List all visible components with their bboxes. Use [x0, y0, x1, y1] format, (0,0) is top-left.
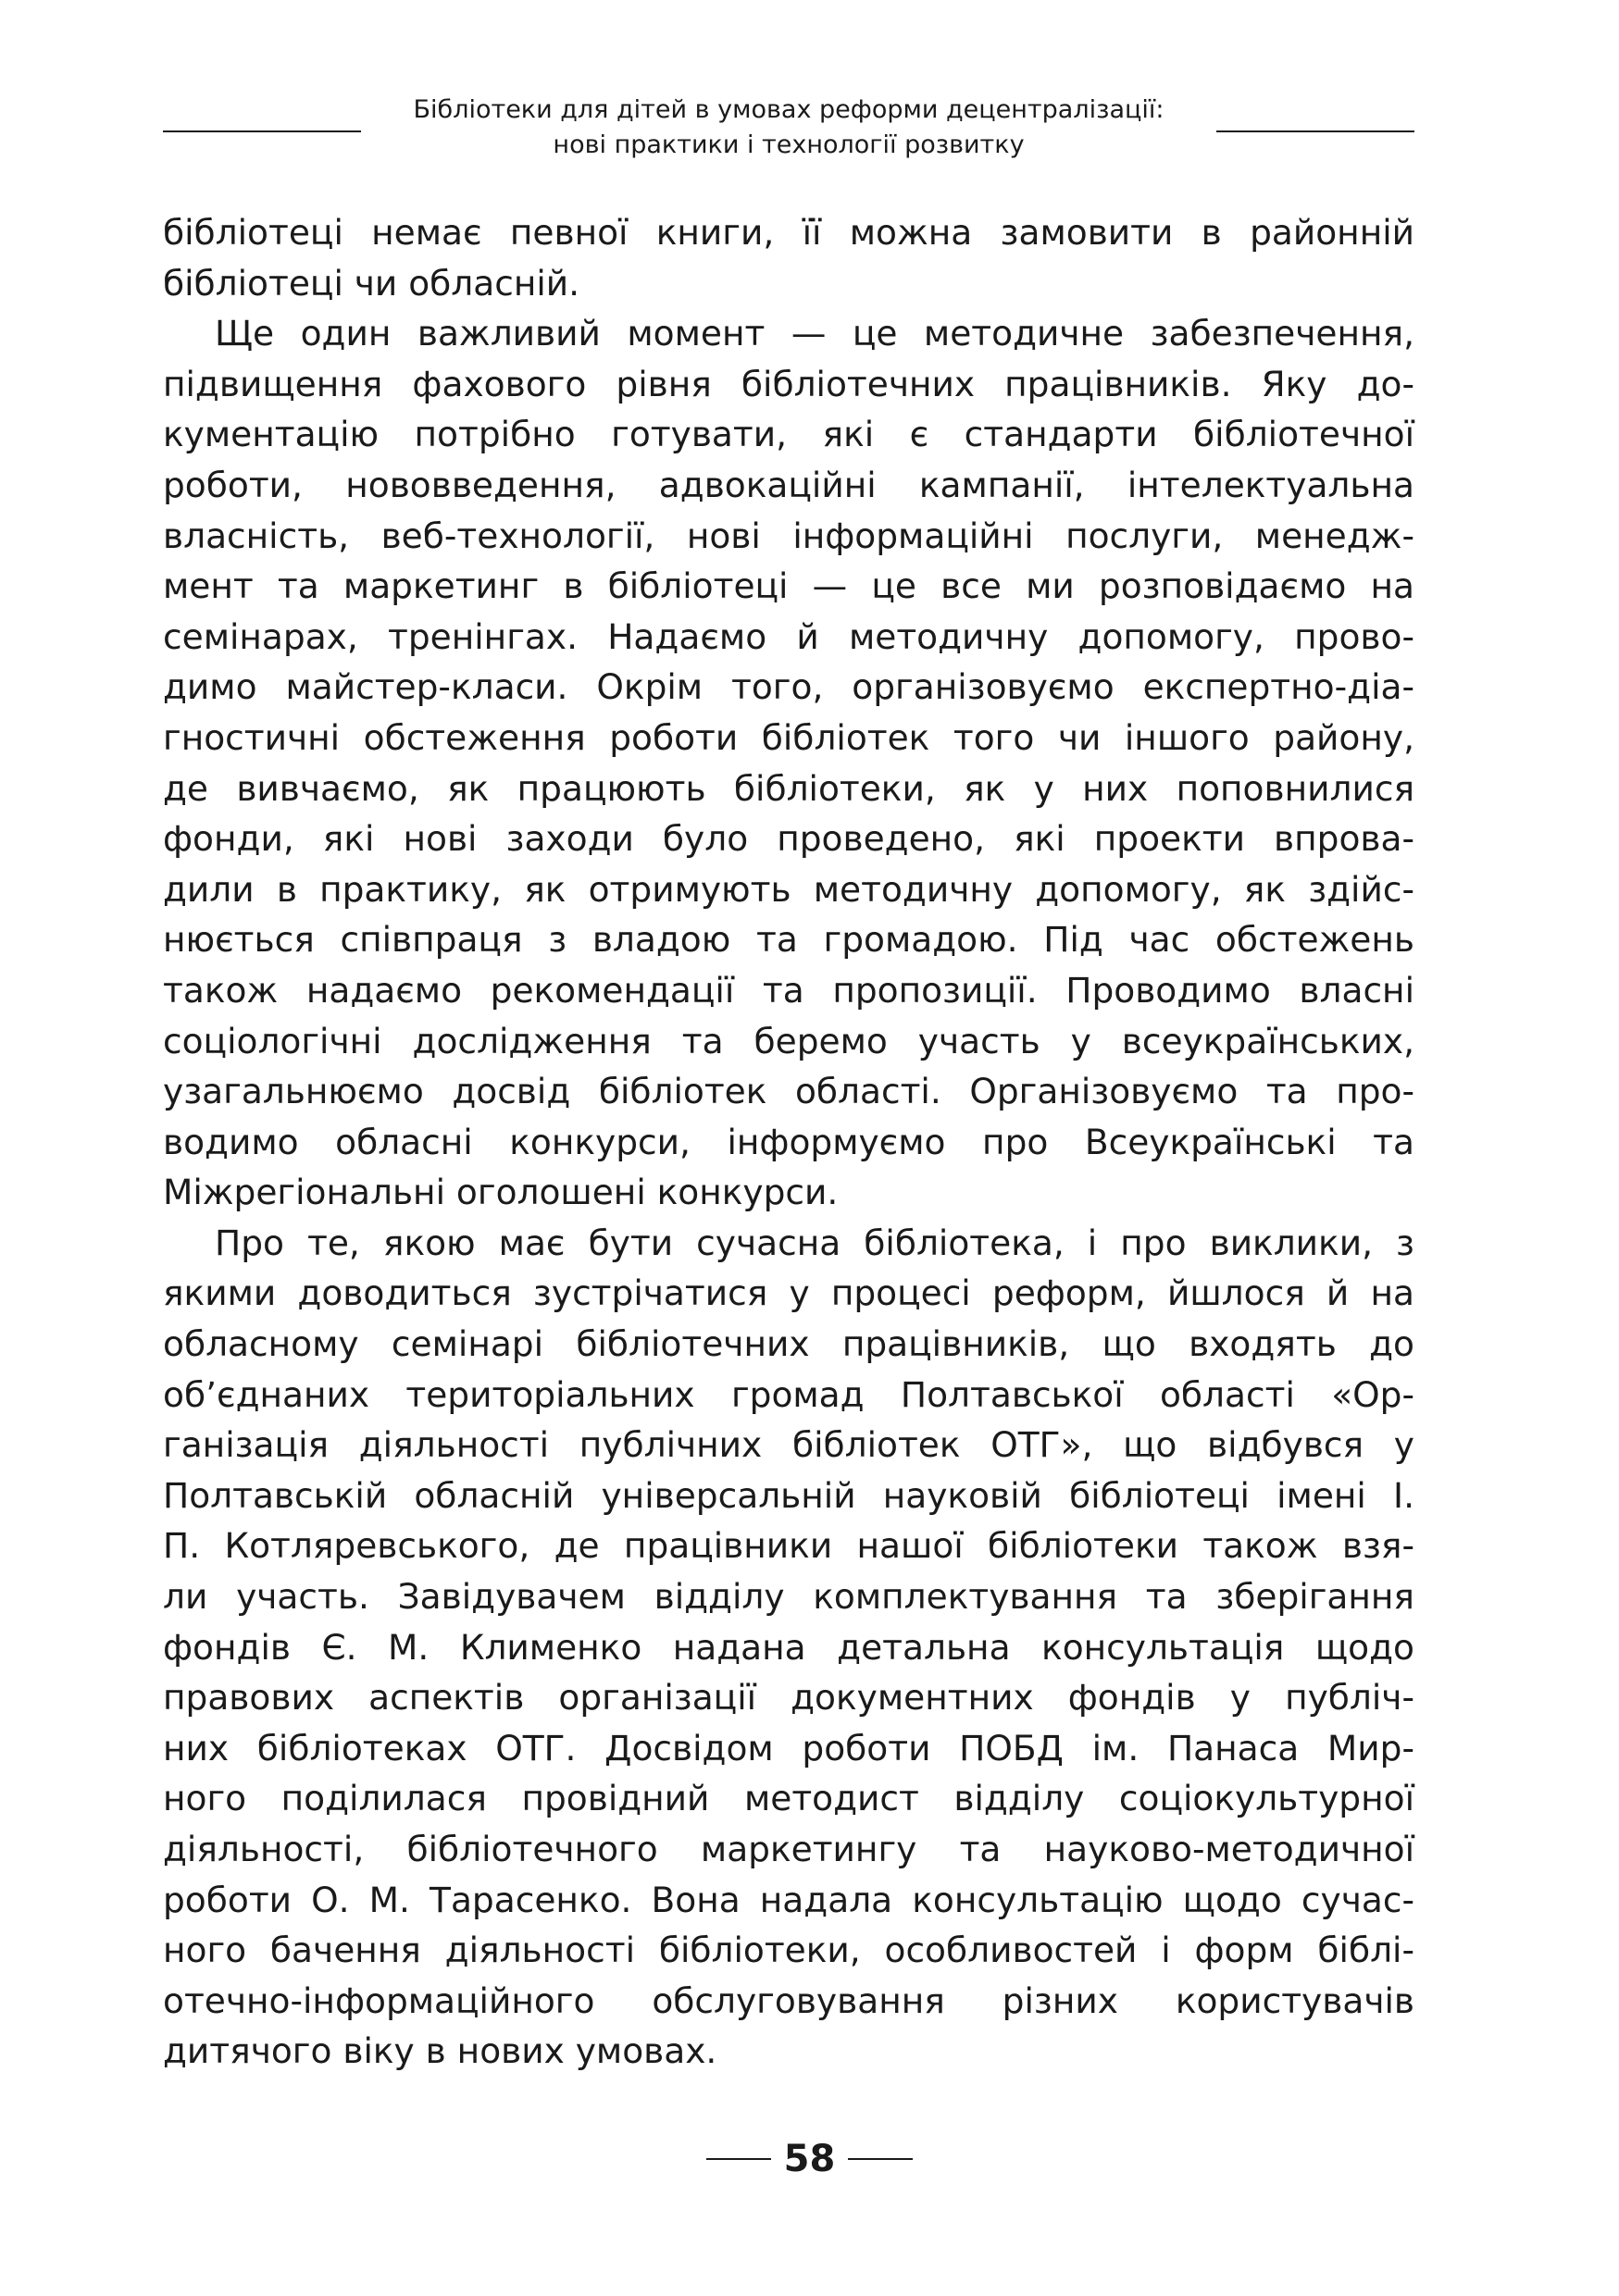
text-line: Ще один важливий момент — це методичне забезпечення,: [215, 313, 1414, 354]
text-line: правових аспектів організації документних фондів у публіч-: [163, 1677, 1414, 1719]
text-line: отечно-інформаційного обслуговування різних користувачів: [163, 1980, 1414, 2021]
text-line: також надаємо рекомендації та пропозиції. Проводимо власні: [163, 969, 1414, 1011]
text-line: дитячого віку в нових умовах.: [163, 2030, 717, 2072]
text-line: бібліотеці чи обласній.: [163, 262, 580, 304]
text-line: нюється співпраця з владою та громадою. Під час обстежень: [163, 919, 1414, 961]
text-line: мент та маркетинг в бібліотеці — це все ми розповідаємо на: [163, 565, 1414, 607]
text-line: роботи, нововведення, адвокаційні кампанії, інтелектуальна: [163, 464, 1414, 505]
text-line: кументацію потрібно готувати, які є стандарти бібліотечної: [163, 414, 1414, 455]
text-line: семінарах, тренінгах. Надаємо й методичну допомогу, прово-: [163, 615, 1414, 657]
text-line: роботи О. М. Тарасенко. Вона надала консультацію щодо сучас-: [163, 1879, 1414, 1920]
text-line: підвищення фахового рівня бібліотечних працівників. Яку до-: [163, 363, 1414, 404]
text-line: діяльності, бібліотечного маркетингу та науково-методичної: [163, 1829, 1414, 1869]
text-line: водимо обласні конкурси, інформуємо про Всеукраїнські та: [163, 1121, 1414, 1162]
text-line: обласному семінарі бібліотечних працівників, що входять до: [163, 1323, 1414, 1365]
header-rule-left: [163, 130, 361, 132]
text-line: власність, веб-технології, нові інформаційні послуги, менедж-: [163, 515, 1414, 556]
body-text: [163, 207, 1414, 2077]
text-line: них бібліотеках ОТГ. Досвідом роботи ПОБД ім. Панаса Мир-: [163, 1727, 1414, 1769]
page-number-footer: [0, 2136, 1619, 2191]
text-line: ганізація діяльності публічних бібліотек ОТГ», що відбувся у: [163, 1424, 1414, 1466]
text-line: бібліотеці немає певної книги, її можна замовити в районній: [163, 212, 1414, 253]
text-line: ного бачення діяльності бібліотеки, особливостей і форм біблі-: [163, 1930, 1414, 1971]
text-line: якими доводиться зустрічатися у процесі реформ, йшлося й на: [163, 1272, 1414, 1314]
page-number-rule-left: [706, 2158, 771, 2160]
text-line: де вивчаємо, як працюють бібліотеки, як у них поповнилися: [163, 767, 1414, 809]
text-line: дили в практику, як отримують методичну допомогу, як здійс-: [163, 868, 1414, 910]
text-line: П. Котляревського, де працівники нашої бібліотеки також взя-: [163, 1525, 1414, 1567]
text-line: димо майстер-класи. Окрім того, організовуємо експертно-діа-: [163, 666, 1414, 708]
page-number-rule-right: [848, 2158, 913, 2160]
text-line: узагальнюємо досвід бібліотек області. Організовуємо та про-: [163, 1071, 1414, 1112]
text-line: об’єднаних територіальних громад Полтавської області «Ор-: [163, 1373, 1414, 1415]
text-line: Про те, якою має бути сучасна бібліотека, і про виклики, з: [215, 1222, 1414, 1263]
page-number: 58: [783, 2138, 836, 2180]
text-line: ли участь. Завідувачем відділу комплектування та зберігання: [163, 1576, 1414, 1618]
header-title: [361, 93, 1216, 163]
running-head: [163, 87, 1414, 170]
text-line: ного поділилася провідний методист відділу соціокультурної: [163, 1778, 1414, 1819]
header-rule-right: [1216, 130, 1414, 132]
text-line: гностичні обстеження роботи бібліотек того чи іншого району,: [163, 716, 1414, 758]
text-line: Міжрегіональні оголошені конкурси.: [163, 1172, 839, 1213]
text-line: Полтавській обласній універсальній науковій бібліотеці імені І.: [163, 1474, 1414, 1516]
text-line: фонди, які нові заходи було проведено, які проекти впрова-: [163, 818, 1414, 860]
header-title-line-2: нові практики і технології розвитку: [553, 130, 1025, 159]
text-line: фондів Є. М. Клименко надана детальна консультація щодо: [163, 1626, 1414, 1668]
text-line: соціологічні дослідження та беремо участь у всеукраїнських,: [163, 1020, 1414, 1061]
header-title-line-1: Бібліотеки для дітей в умовах реформи децентралізації:: [413, 95, 1164, 124]
